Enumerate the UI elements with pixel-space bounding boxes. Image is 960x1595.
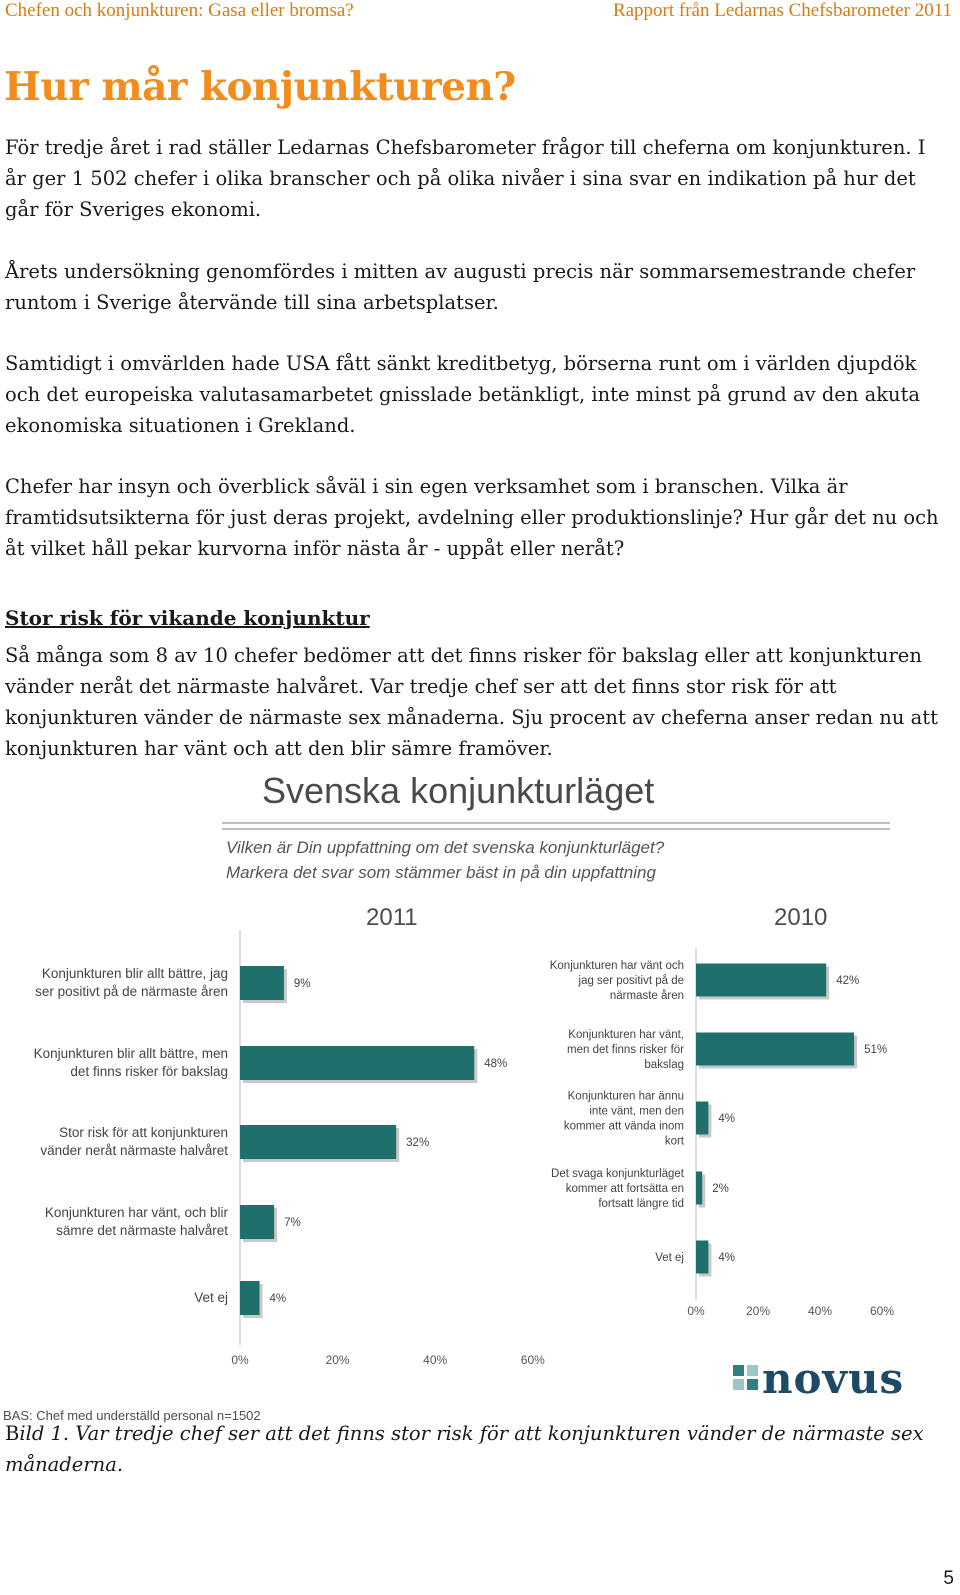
chart-instruction: Markera det svar som stämmer bäst in på din uppfattning (226, 863, 656, 882)
running-header-right: Rapport från Ledarnas Chefsbarometer 2011 (612, 0, 952, 21)
logo-square (747, 1379, 758, 1390)
chart-figure (0, 770, 960, 1430)
chart-title: Svenska konjunkturläget (262, 770, 655, 811)
category-label: Vet ej (655, 1252, 684, 1264)
body-paragraph-3: Samtidigt i omvärlden hade USA fått sänkt kreditbetyg, börserna runt om i världen djupdök och det europeiska valutasamarbetet gnisslade betänkligt, inte minst på grund av den akuta ekonomiska situationen i Grekland. (5, 352, 921, 437)
bar (240, 966, 284, 1000)
bar (696, 964, 826, 997)
figure-caption (5, 1418, 935, 1480)
category-label: Konjunkturen har vänt, (568, 1029, 684, 1041)
category-label: närmaste åren (609, 990, 684, 1002)
bar (696, 1102, 708, 1135)
category-label: kort (664, 1135, 684, 1148)
bar (240, 1281, 260, 1315)
data-label: 2% (712, 1183, 729, 1195)
running-header-left: Chefen och konjunkturen: Gasa eller bromsa? (5, 0, 354, 21)
page-number: 5 (943, 1568, 954, 1589)
body-paragraph-5: Så många som 8 av 10 chefer bedömer att det finns risker för bakslag eller att konjunkturen vänder neråt det närmaste halvåret. Var tredje chef ser att det finns stor risk för att konjunkturen vänder de närmaste sex månaderna. Sju procent av cheferna anser redan nu att konjunkturen har vänt och att den blir sämre framöver. (5, 644, 938, 760)
category-label: jag ser positivt på de (578, 975, 684, 987)
logo-square (733, 1365, 744, 1376)
category-label: kommer att vända inom (563, 1120, 684, 1133)
bar (696, 1172, 702, 1205)
caption-prefix: B (5, 1422, 20, 1445)
category-label: Konjunkturen blir allt bättre, men (33, 1046, 228, 1061)
category-label: Stor risk för att konjunkturen (59, 1125, 228, 1140)
category-label: men det finns risker för (567, 1044, 684, 1056)
x-tick-label: 20% (745, 1304, 771, 1318)
body-paragraph-4: Chefer har insyn och överblick såväl i sin egen verksamhet som i branschen. Vilka är framtidsutsikterna för just deras projekt, avdelning eller produktionslinje? Hur går det nu och åt vilket håll pekar kurvorna inför nästa år - uppåt eller neråt? (5, 475, 939, 560)
body-paragraph-1: För tredje året i rad ställer Ledarnas Chefsbarometer frågor till cheferna om konjunkturen. I år ger 1 502 chefer i olika branscher och på olika nivåer i sina svar en indikation på hur det går för Sveriges ekonomi. (5, 136, 926, 221)
category-label: inte vänt, men den (589, 1105, 684, 1118)
category-label: ser positivt på de närmaste åren (35, 984, 228, 999)
data-label: 4% (718, 1113, 736, 1125)
x-tick-label: 40% (423, 1353, 448, 1367)
base-note: BAS: Chef med underställd personal n=1502 (3, 1408, 261, 1423)
data-label: 4% (718, 1252, 736, 1264)
logo-square (747, 1365, 758, 1376)
subheading: Stor risk för vikande konjunktur (5, 606, 370, 630)
category-label: Konjunkturen blir allt bättre, jag (41, 966, 228, 981)
x-tick-label: 0% (231, 1353, 249, 1367)
category-label: Konjunkturen har vänt, och blir (44, 1205, 228, 1220)
x-tick-label: 0% (687, 1304, 705, 1318)
body-paragraph-2: Årets undersökning genomfördes i mitten av augusti precis när sommarsemestrande chefer runtom i Sverige återvände till sina arbetsplatser. (5, 260, 916, 314)
category-label: fortsatt längre tid (598, 1198, 684, 1210)
x-tick-label: 20% (325, 1353, 350, 1367)
bar (240, 1125, 396, 1159)
x-tick-label: 60% (520, 1353, 545, 1367)
category-label: Konjunkturen har vänt och (549, 960, 684, 972)
chart-question: Vilken är Din uppfattning om det svenska konjunkturläget? (226, 838, 665, 857)
section-title: Hur mår konjunkturen? (4, 64, 516, 110)
logo-square (733, 1379, 744, 1390)
category-label: sämre det närmaste halvåret (56, 1223, 228, 1238)
bar (696, 1241, 708, 1274)
category-label: Det svaga konjunkturläget (551, 1168, 684, 1180)
category-label: bakslag (644, 1059, 684, 1071)
category-label: Konjunkturen har ännu (567, 1090, 684, 1103)
bar-charts (0, 770, 960, 1430)
category-label: det finns risker för bakslag (70, 1064, 228, 1079)
data-label: 7% (284, 1217, 301, 1229)
bar (240, 1046, 474, 1080)
x-tick-label: 60% (869, 1304, 895, 1318)
data-label: 9% (293, 978, 311, 990)
bar (240, 1205, 274, 1239)
category-label: kommer att fortsätta en (565, 1183, 684, 1195)
x-tick-label: 40% (807, 1304, 833, 1318)
data-label: 51% (864, 1044, 888, 1056)
novus-logo: novus (762, 1354, 905, 1403)
data-label: 42% (836, 975, 860, 987)
data-label: 48% (484, 1058, 508, 1070)
data-label: 32% (406, 1137, 430, 1149)
caption-text: ild 1. Var tredje chef ser att det finns stor risk för att konjunkturen vänder de närmaste sex månaderna. (5, 1422, 924, 1476)
data-label: 4% (269, 1293, 287, 1305)
panel-title-2011: 2011 (366, 904, 418, 931)
bar (696, 1033, 854, 1066)
panel-title-2010: 2010 (774, 904, 828, 931)
category-label: vänder neråt närmaste halvåret (40, 1143, 228, 1158)
category-label: Vet ej (194, 1290, 228, 1305)
